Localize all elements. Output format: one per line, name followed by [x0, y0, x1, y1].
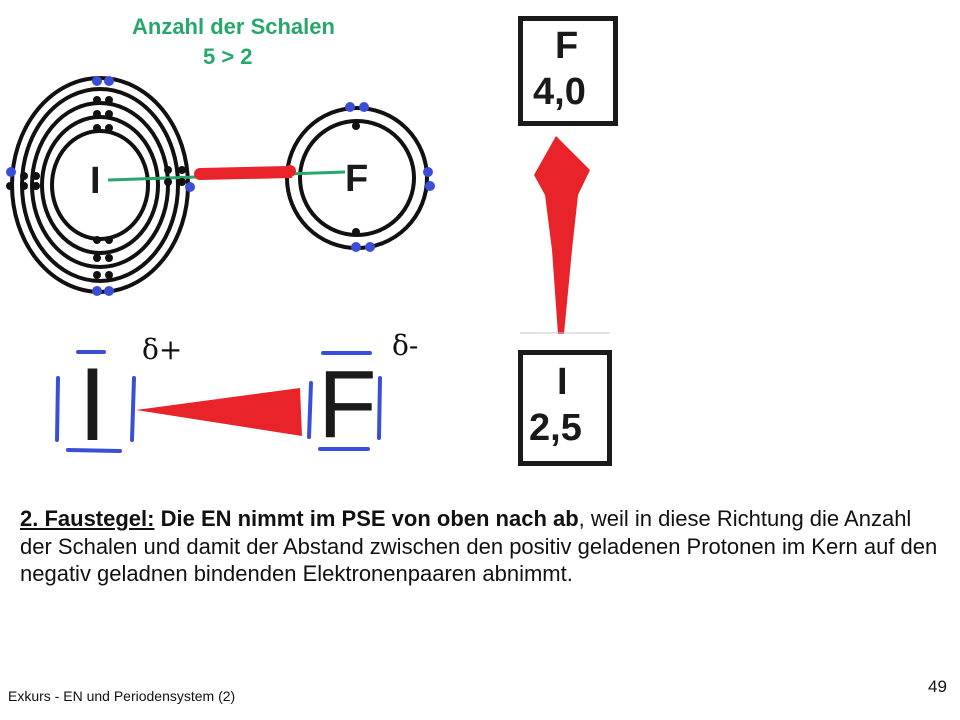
rule-paragraph: [20, 505, 945, 588]
pse-symbol: F: [555, 25, 579, 67]
iodine-lewis-symbol: I: [78, 347, 107, 463]
fluorine-orbit-symbol: F: [345, 158, 369, 200]
pse-en-value: 2,5: [529, 407, 582, 449]
partial-charge-positive: δ+: [142, 333, 183, 366]
iodine-orbit-symbol: I: [90, 160, 101, 202]
page-number: 49: [928, 677, 947, 696]
partial-charge-negative: δ-: [392, 329, 419, 362]
pse-box-iodine: [518, 350, 612, 466]
rule-statement: Die EN nimmt im PSE von oben nach ab: [154, 506, 579, 531]
shells-title: Anzahl der Schalen: [132, 14, 335, 39]
polarity-wedge: [136, 388, 302, 436]
footer-title: Exkurs - EN und Periodensystem (2): [8, 688, 236, 704]
pse-en-value: 4,0: [533, 71, 586, 113]
shells-comparison: 5 > 2: [203, 44, 253, 69]
fluorine-lewis-symbol: F: [318, 351, 377, 458]
pse-symbol: I: [557, 361, 568, 403]
en-arrow: [534, 136, 590, 334]
rule-explanation: , weil in diese Richtung die Anzahl der Schalen und damit der Abstand zwischen den positiv geladenen Protonen im Kern auf den negativ geladnen bindenden Elektronenpaaren abnimmt.: [20, 506, 938, 587]
bond-wedge-red: [200, 166, 292, 180]
rule-lead: 2. Faustegel:: [20, 506, 155, 531]
pse-box-fluorine: [518, 16, 618, 126]
